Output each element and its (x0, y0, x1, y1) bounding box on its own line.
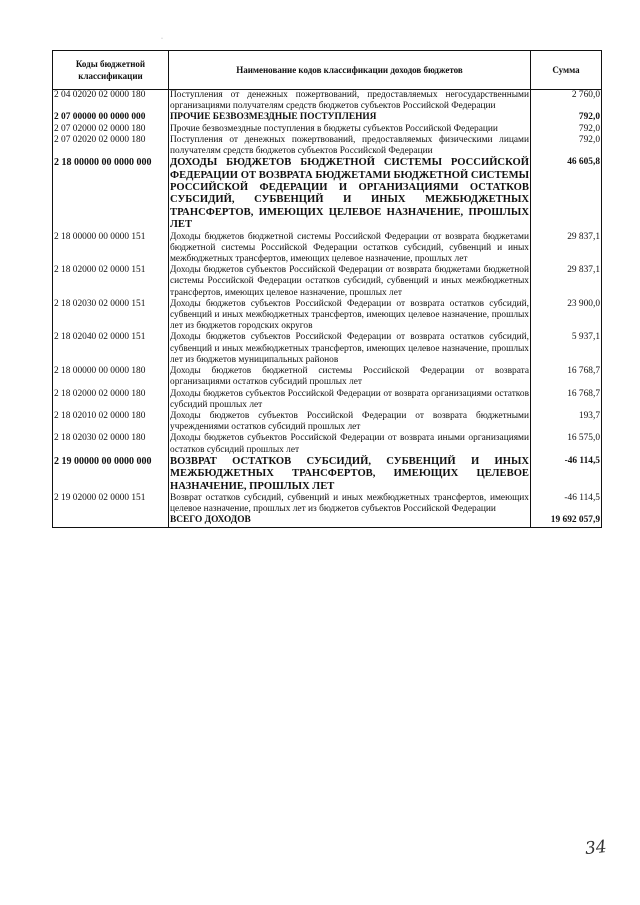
row-code: 2 18 00000 00 0000 151 (53, 232, 169, 266)
table-row (53, 299, 602, 333)
table-row (53, 265, 602, 299)
row-code: 2 07 02000 02 0000 180 (53, 124, 169, 135)
row-name: ДОХОДЫ БЮДЖЕТОВ БЮДЖЕТНОЙ СИСТЕМЫ РОССИЙСКОЙ ФЕДЕРАЦИИ ОТ ВОЗВРАТА БЮДЖЕТАМИ БЮДЖЕТНОЙ СИСТЕМЫ РОССИЙСКОЙ ФЕДЕРАЦИИ И ОРГАНИЗАЦИЯМИ ОСТАТКОВ СУБСИДИЙ, СУБВЕНЦИЙ И ИНЫХ МЕЖБЮДЖЕТНЫХ ТРАНСФЕРТОВ, ИМЕЮЩИХ ЦЕЛЕВОЕ НАЗНАЧЕНИЕ, ПРОШЛЫХ ЛЕТ (170, 157, 529, 231)
row-amount: 23 900,0 (531, 299, 602, 333)
row-amount: 46 605,8 (531, 157, 602, 231)
table-row (53, 389, 602, 411)
row-name: Возврат остатков субсидий, субвенций и иных межбюджетных трансфертов, имеющих целевое назначение, прошлых лет из бюджетов субъектов Российской Федерации (170, 492, 529, 515)
row-amount: 792,0 (531, 112, 602, 123)
row-name: ВОЗВРАТ ОСТАТКОВ СУБСИДИЙ, СУБВЕНЦИЙ И ИНЫХ МЕЖБЮДЖЕТНЫХ ТРАНСФЕРТОВ, ИМЕЮЩИХ ЦЕЛЕВОЕ НАЗНАЧЕНИЕ, ПРОШЛЫХ ЛЕТ (170, 455, 529, 492)
row-amount: 16 575,0 (531, 433, 602, 455)
row-name: Доходы бюджетов субъектов Российской Федерации от возврата иными организациями остатков субсидий прошлых лет (170, 433, 529, 455)
row-amount: 792,0 (531, 124, 602, 135)
row-code: 2 18 02040 02 0000 151 (53, 332, 169, 366)
table-row (53, 135, 602, 157)
row-amount: -46 114,5 (531, 456, 602, 493)
row-name: Поступления от денежных пожертвований, предоставляемых физическими лицами получателям средств бюджетов субъектов Российской Федерации (170, 134, 529, 157)
table-header-row (53, 51, 602, 90)
table-row (53, 112, 602, 123)
row-code: 2 18 02000 02 0000 180 (53, 389, 169, 411)
total-label: ВСЕГО ДОХОДОВ (169, 515, 531, 527)
revenue-table (52, 50, 602, 528)
row-name: Доходы бюджетов бюджетной системы Российской Федерации от возврата организациями остатков субсидий прошлых лет (170, 366, 529, 388)
row-name: Доходы бюджетов бюджетной системы Российской Федерации от возврата бюджетами бюджетной системы Российской Федерации остатков субсидий, субвенций и иных межбюджетных трансфертов, имеющих целевое назначение, прошлых лет (170, 231, 529, 265)
row-amount: 29 837,1 (531, 232, 602, 266)
table-row (53, 232, 602, 266)
row-code: 2 18 00000 00 0000 000 (53, 157, 169, 231)
table-row (53, 411, 602, 433)
table-row (53, 124, 602, 135)
page-number: 34 (584, 836, 608, 860)
table-row (53, 433, 602, 455)
row-amount: -46 114,5 (531, 493, 602, 515)
row-amount: 792,0 (531, 135, 602, 157)
table-row (53, 493, 602, 515)
row-amount: 193,7 (531, 411, 602, 433)
row-name: Поступления от денежных пожертвований, предоставляемых негосударственными организациями получателям средств бюджетов субъектов Российской Федерации (170, 90, 529, 112)
header-name: Наименование кодов классификации доходов бюджетов (169, 51, 531, 90)
row-amount: 5 937,1 (531, 332, 602, 366)
total-code-cell (53, 515, 169, 527)
row-code: 2 07 02020 02 0000 180 (53, 135, 169, 157)
row-name: Доходы бюджетов субъектов Российской Федерации от возврата бюджетами бюджетной системы Российской Федерации остатков субсидий, субвенций и иных межбюджетных трансфертов, имеющих целевое назначение, прошлых лет (170, 265, 529, 298)
table-row (53, 332, 602, 366)
row-code: 2 18 02000 02 0000 151 (53, 265, 169, 299)
row-code: 2 18 02030 02 0000 180 (53, 433, 169, 455)
total-amount: 19 692 057,9 (531, 515, 602, 527)
row-code: 2 18 02030 02 0000 151 (53, 299, 169, 333)
row-amount: 29 837,1 (531, 265, 602, 299)
row-code: 2 19 02000 02 0000 151 (53, 493, 169, 515)
total-row (53, 515, 602, 527)
table-row (53, 366, 602, 388)
row-code: 2 18 02010 02 0000 180 (53, 411, 169, 433)
header-code: Коды бюджетной классификации (53, 51, 169, 90)
row-code: 2 04 02020 02 0000 180 (53, 90, 169, 113)
row-name: Доходы бюджетов субъектов Российской Федерации от возврата остатков субсидий, субвенций и иных межбюджетных трансфертов, имеющих целевое назначение, прошлых лет из бюджетов муниципальных районов (170, 332, 529, 365)
row-amount: 2 760,0 (531, 90, 602, 113)
row-name: Доходы бюджетов субъектов Российской Федерации от возврата бюджетными учреждениями остатков субсидий прошлых лет (170, 410, 529, 433)
row-code: 2 18 00000 00 0000 180 (53, 366, 169, 388)
row-amount: 16 768,7 (531, 366, 602, 388)
table-row (53, 157, 602, 231)
row-name: Доходы бюджетов субъектов Российской Федерации от возврата организациями остатков субсидий прошлых лет (170, 388, 529, 410)
row-code: 2 07 00000 00 0000 000 (53, 112, 169, 123)
row-name: Прочие безвозмездные поступления в бюджеты субъектов Российской Федерации (169, 124, 531, 135)
table-row (53, 456, 602, 493)
scan-speck: · (161, 36, 163, 42)
row-name: Доходы бюджетов субъектов Российской Федерации от возврата остатков субсидий, субвенций и иных межбюджетных трансфертов, имеющих целевое назначение, прошлых лет из бюджетов городских округов (170, 298, 529, 332)
row-code: 2 19 00000 00 0000 000 (53, 456, 169, 493)
table-row (53, 90, 602, 113)
table-body (53, 90, 602, 528)
header-sum: Сумма (531, 51, 602, 90)
row-amount: 16 768,7 (531, 389, 602, 411)
row-name: ПРОЧИЕ БЕЗВОЗМЕЗДНЫЕ ПОСТУПЛЕНИЯ (169, 112, 531, 123)
